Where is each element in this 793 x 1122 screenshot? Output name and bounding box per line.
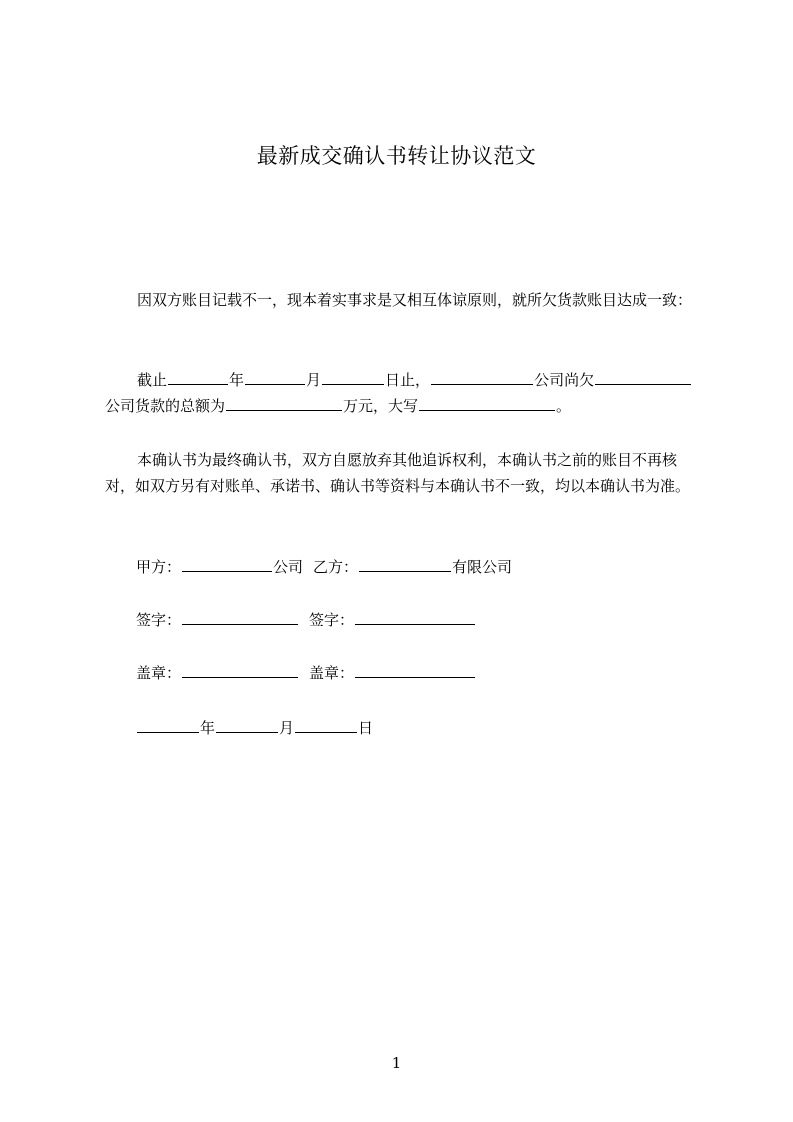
text-month: 月 (306, 371, 322, 389)
blank-amount[interactable] (226, 395, 342, 411)
page-number: 1 (391, 1054, 402, 1072)
blank-debtor-company[interactable] (431, 369, 533, 385)
date-line (136, 715, 373, 741)
party-b-company-suffix: 有限公司 (452, 558, 513, 576)
text-company-owes: 公司尚欠 (534, 371, 595, 389)
blank-creditor-company[interactable] (595, 369, 691, 385)
date-month-label: 月 (279, 719, 295, 737)
text-year: 年 (229, 371, 245, 389)
sign-label-a: 签字： (136, 611, 182, 629)
blank-day[interactable] (322, 369, 384, 385)
blank-amount-in-words[interactable] (419, 395, 555, 411)
party-a-label: 甲方： (136, 558, 182, 576)
paragraph-final-confirmation: 本确认书为最终确认书，双方自愿放弃其他追诉权利，本确认书之前的账目不再核对，如双方另有对账单、承诺书、确认书等资料与本确认书不一致，均以本确认书为准。 (105, 451, 691, 495)
text-period: 。 (556, 397, 572, 415)
blank-sign-month[interactable] (216, 717, 278, 733)
signature-line (136, 607, 476, 633)
seal-label-b: 盖章： (309, 664, 355, 682)
blank-month[interactable] (245, 369, 305, 385)
blank-sign-year[interactable] (137, 717, 199, 733)
page-title: 最新成交确认书转让协议范文 (256, 144, 537, 168)
blank-party-b[interactable] (359, 556, 451, 572)
blank-signature-b[interactable] (355, 609, 475, 625)
blank-sign-day[interactable] (295, 717, 357, 733)
sign-label-b: 签字： (309, 611, 355, 629)
party-line (136, 554, 512, 580)
paragraph-intro: 因双方账目记载不一，现本着实事求是又相互体谅原则，就所欠货款账目达成一致： (137, 291, 693, 309)
blank-seal-b[interactable] (355, 662, 475, 678)
seal-line (136, 660, 476, 686)
text-as-of: 截止 (137, 371, 168, 389)
date-day-label: 日 (358, 719, 374, 737)
blank-seal-a[interactable] (182, 662, 298, 678)
party-b-label: 乙方： (313, 558, 359, 576)
party-a-company-suffix: 公司 (273, 558, 304, 576)
text-total-amount: 公司货款的总额为 (105, 397, 226, 415)
text-day-end: 日止， (385, 371, 431, 389)
blank-signature-a[interactable] (182, 609, 298, 625)
seal-label-a: 盖章： (136, 664, 182, 682)
blank-party-a[interactable] (182, 556, 272, 572)
date-year-label: 年 (200, 719, 216, 737)
blank-year[interactable] (168, 369, 228, 385)
paragraph-debt-statement (105, 367, 701, 419)
text-amount-in-words: 万元，大写 (343, 397, 419, 415)
